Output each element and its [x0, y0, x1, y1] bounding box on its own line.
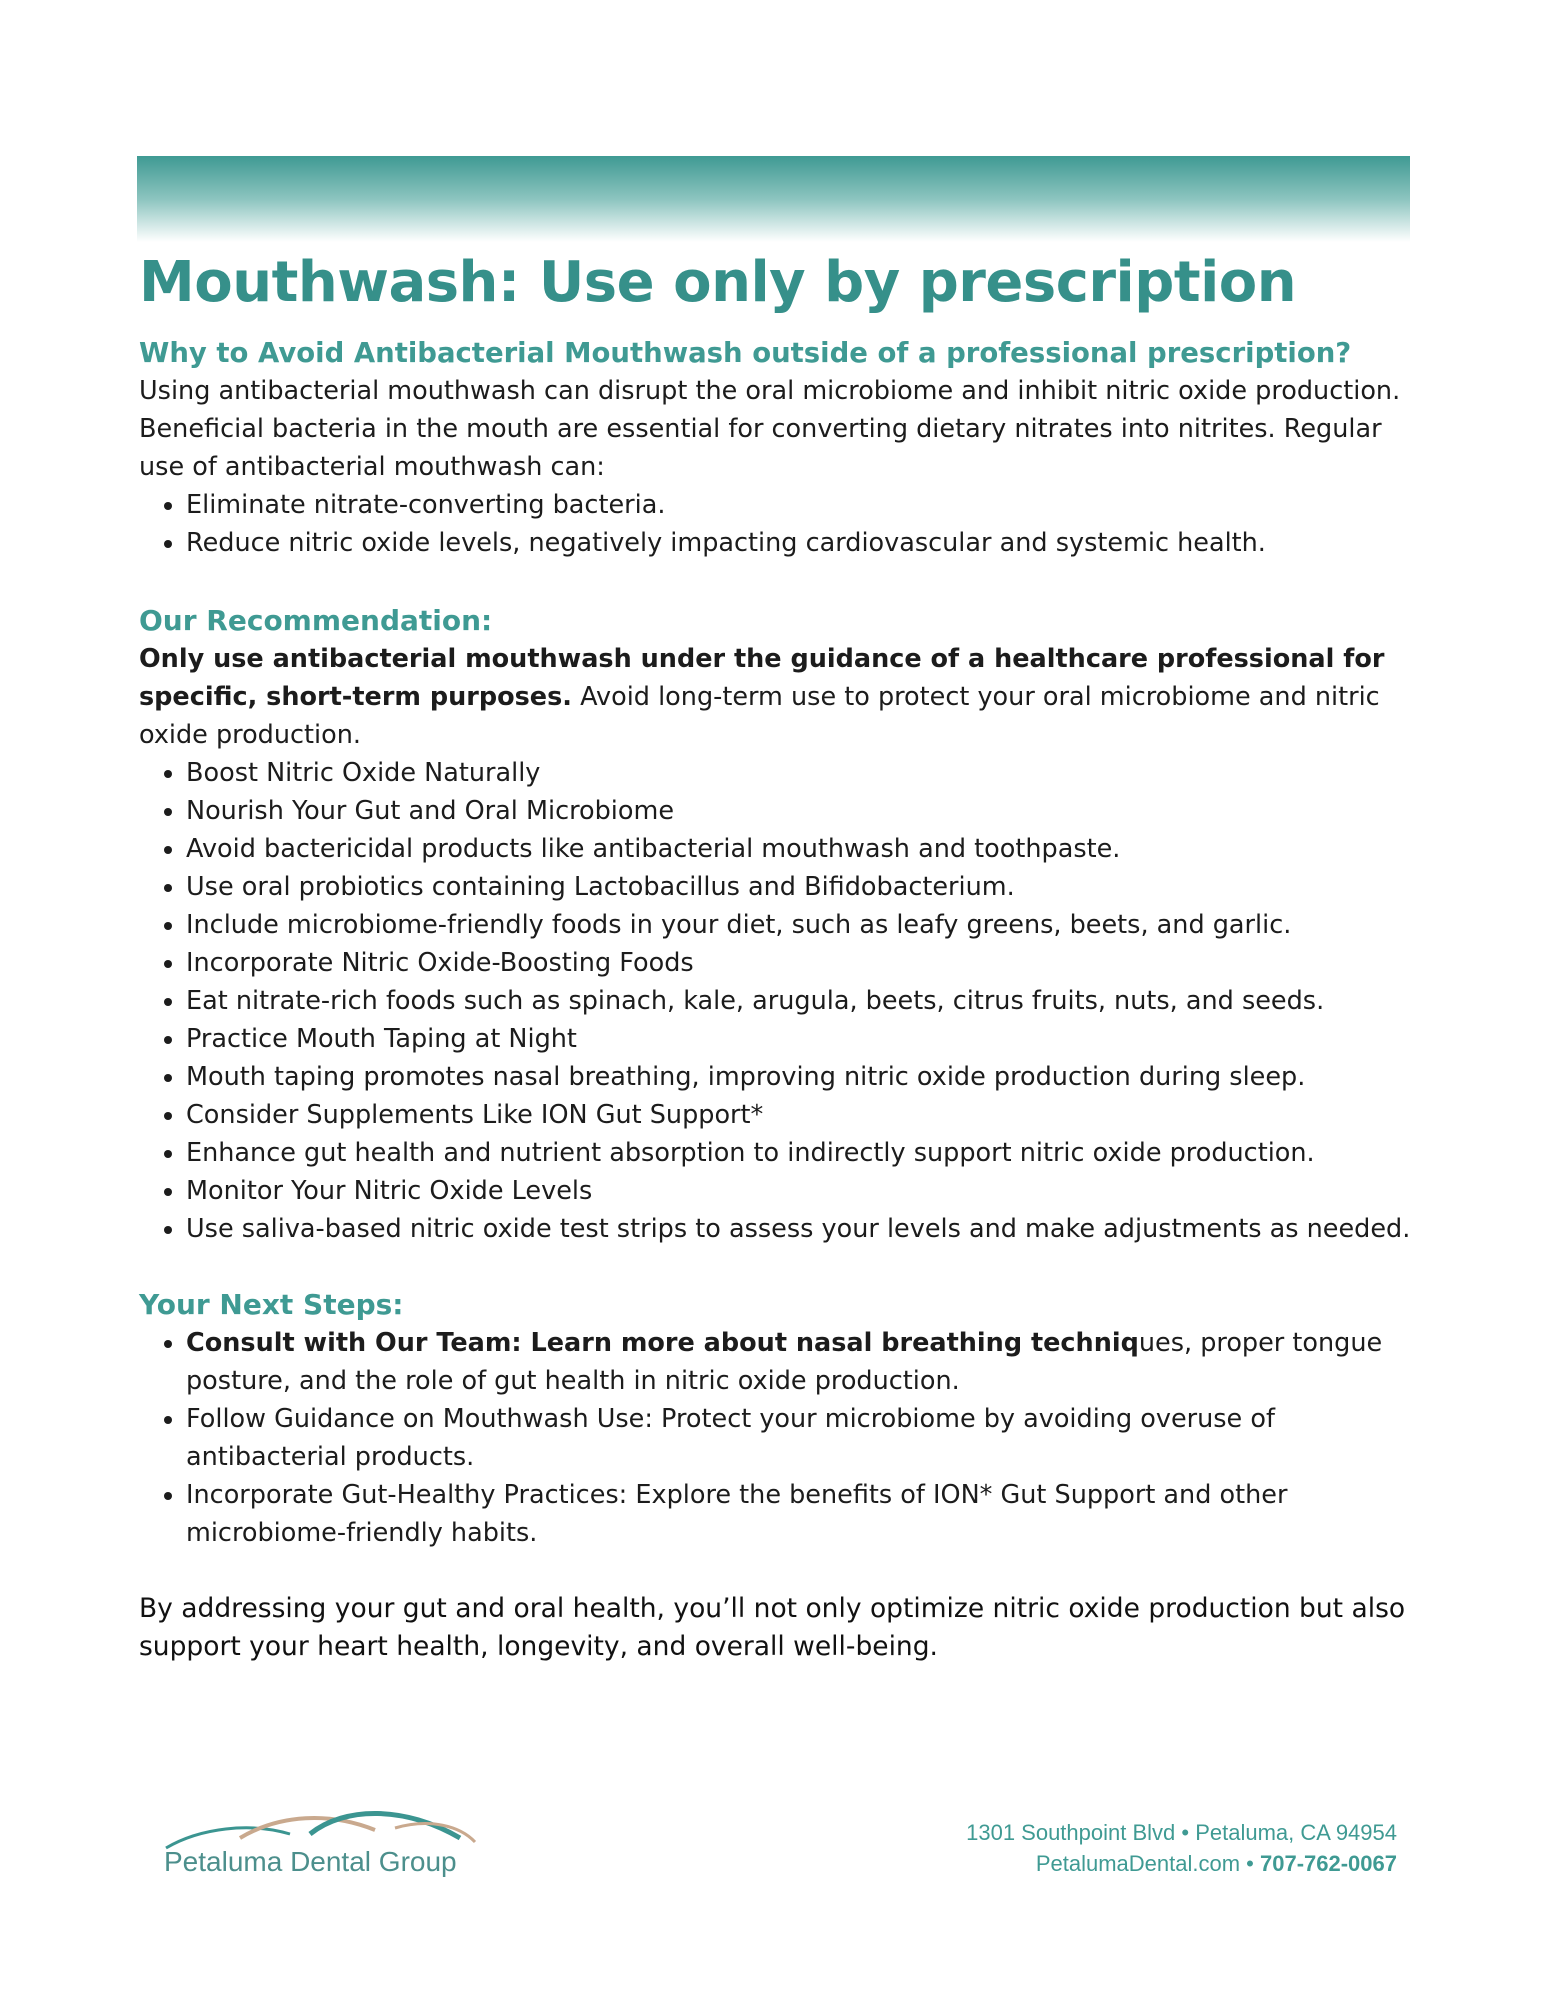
company-logo — [160, 1808, 480, 1888]
footer-website-link[interactable]: PetalumaDental.com — [1035, 1851, 1241, 1876]
section-heading-recommendation: Our Recommendation: — [139, 604, 493, 637]
list-item: • Eat nitrate-rich foods such as spinach, kale, arugula, beets, citrus fruits, nuts, and seeds. — [186, 982, 1411, 1020]
next-step-bold: Consult with Our Team: Learn more about nasal breathing techniq — [186, 1328, 1139, 1358]
document-body — [139, 248, 1411, 1666]
list-item: • Consider Supplements Like ION Gut Support* — [186, 1096, 1411, 1134]
header-gradient-band — [137, 156, 1410, 242]
list-item: • Boost Nitric Oxide Naturally — [186, 754, 1411, 792]
bullet-list-recommendation — [139, 754, 1411, 1248]
list-item: • Reduce nitric oxide levels, negatively impacting cardiovascular and systemic health. — [186, 524, 1411, 562]
list-item: • Monitor Your Nitric Oxide Levels — [186, 1172, 1411, 1210]
list-item: • Avoid bactericidal products like antibacterial mouthwash and toothpaste. — [186, 830, 1411, 868]
closing-paragraph: By addressing your gut and oral health, you’ll not only optimize nitric oxide production but also support your heart health, longevity, and overall well-being. — [139, 1593, 1406, 1662]
section-heading-next-steps: Your Next Steps: — [139, 1288, 404, 1321]
list-item — [186, 1476, 1411, 1552]
list-item: • Use oral probiotics containing Lactobacillus and Bifidobacterium. — [186, 868, 1411, 906]
section-paragraph-why-avoid: Using antibacterial mouthwash can disrupt the oral microbiome and inhibit nitric oxide production. Beneficial bacteria in the mouth are essential for converting dietary nitrates into nitrites. Regular use of antibacterial mouthwash can: — [139, 376, 1401, 482]
page-title: Mouthwash: Use only by prescription — [139, 250, 1297, 315]
list-item: • Practice Mouth Taping at Night — [186, 1020, 1411, 1058]
bullet-list-next-steps — [139, 1324, 1411, 1552]
recommendation-lead-paragraph — [139, 640, 1411, 754]
list-item: • Include microbiome-friendly foods in your diet, such as leafy greens, beets, and garlic. — [186, 906, 1411, 944]
list-item: • Mouth taping promotes nasal breathing, improving nitric oxide production during sleep. — [186, 1058, 1411, 1096]
list-item: • Nourish Your Gut and Oral Microbiome — [186, 792, 1411, 830]
section-heading-why-avoid: Why to Avoid Antibacterial Mouthwash outside of a professional prescription? — [139, 337, 1352, 369]
list-item: • Enhance gut health and nutrient absorption to indirectly support nitric oxide production. — [186, 1134, 1411, 1172]
list-item — [186, 1324, 1411, 1400]
footer-address: 1301 Southpoint Blvd • Petaluma, CA 94954 — [966, 1820, 1397, 1845]
recommendation-lead-rest: Avoid long-term use to protect your oral microbiome and nitric oxide production. — [139, 682, 1380, 750]
list-item — [186, 1400, 1411, 1476]
footer-separator: • — [1240, 1851, 1260, 1876]
next-step-text: Follow Guidance on Mouthwash Use: Protect your microbiome by avoiding overuse of antibacterial products. — [186, 1404, 1275, 1472]
next-step-text: ues, proper tongue posture, and the role of gut health in nitric oxide production. — [186, 1328, 1383, 1396]
footer-phone[interactable]: 707-762-0067 — [1259, 1851, 1397, 1876]
next-step-text: Incorporate Gut-Healthy Practices: Explore the benefits of ION* Gut Support and other microbiome-friendly habits. — [186, 1480, 1288, 1548]
list-item: • Eliminate nitrate-converting bacteria. — [186, 486, 1411, 524]
recommendation-lead-bold: Only use antibacterial mouthwash under the guidance of a healthcare professional for specific, short-term purposes. — [139, 644, 1385, 712]
logo-text: Petaluma Dental Group — [164, 1846, 457, 1877]
footer-contact — [966, 1817, 1397, 1879]
footer-web-phone — [966, 1848, 1397, 1879]
bullet-list-why-avoid — [139, 486, 1411, 562]
list-item: • Use saliva-based nitric oxide test strips to assess your levels and make adjustments as needed. — [186, 1210, 1411, 1248]
list-item: • Incorporate Nitric Oxide-Boosting Foods — [186, 944, 1411, 982]
